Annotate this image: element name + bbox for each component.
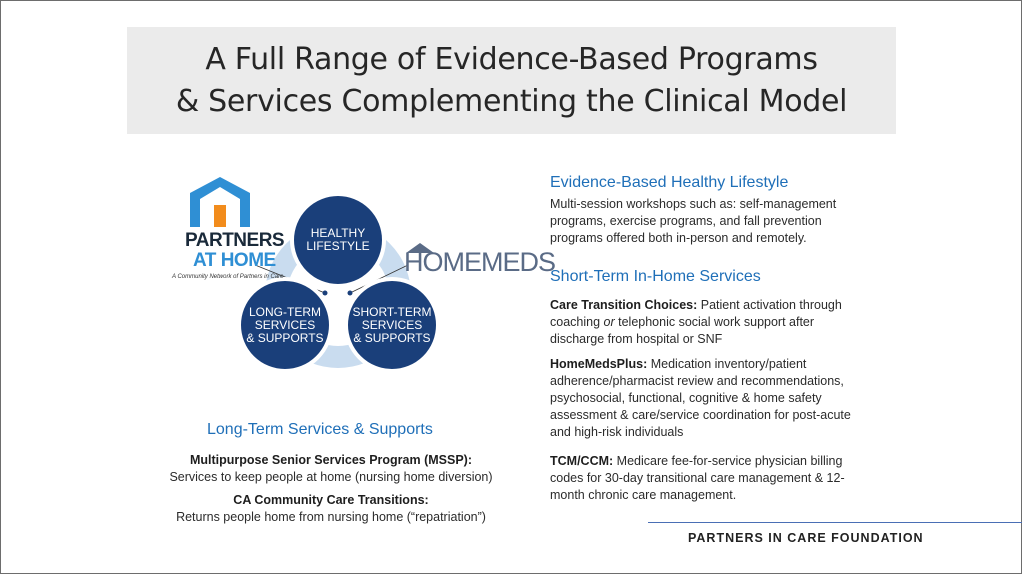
pointer-dot-right <box>348 291 353 296</box>
bubble-long-line2: SERVICES <box>254 318 316 332</box>
left-section-heading: Long-Term Services & Supports <box>207 421 433 438</box>
partners-logo-line1: PARTNERS <box>185 230 285 251</box>
partners-logo-line2: AT HOME <box>193 250 276 271</box>
pointer-dot-left <box>323 291 328 296</box>
cct-desc: Returns people home from nursing home (“repatriation”) <box>176 510 486 524</box>
tcm-ccm <box>550 453 868 504</box>
title-box <box>127 27 896 134</box>
tcm-text: Medicare fee-for-service physician billing codes for 30-day transitional care management & 12-month chronic care management. <box>550 454 845 502</box>
care-transition-choices <box>550 297 865 348</box>
bubble-short-line2: SERVICES <box>361 318 423 332</box>
bubble-long-text <box>245 306 325 345</box>
homemeds-logo: HOMEMEDS <box>404 247 556 277</box>
bubble-healthy-line2: LIFESTYLE <box>306 239 370 253</box>
cct-title: CA Community Care Transitions: <box>233 493 429 507</box>
healthy-lifestyle-text: Multi-session workshops such as: self-management programs, exercise programs, and fall prevention programs offered both in-person and remotely. <box>550 197 837 245</box>
partners-house-icon <box>190 177 250 227</box>
bubble-short-text <box>352 306 432 345</box>
services-diagram <box>160 165 556 385</box>
bubble-short-line3: & SUPPORTS <box>353 331 431 345</box>
bubble-short-line1: SHORT-TERM <box>352 305 432 319</box>
left-section-body <box>140 452 522 526</box>
footer-brand: PARTNERS IN CARE FOUNDATION <box>688 531 924 545</box>
title-line-1: A Full Range of Evidence-Based Programs <box>205 41 818 77</box>
title-line-2: & Services Complementing the Clinical Model <box>175 83 848 119</box>
hmp-label: HomeMedsPlus: <box>550 357 648 371</box>
bubble-long-line3: & SUPPORTS <box>246 331 324 345</box>
short-term-heading: Short-Term In-Home Services <box>550 268 761 285</box>
healthy-lifestyle-heading: Evidence-Based Healthy Lifestyle <box>550 174 789 191</box>
bubble-healthy-line1: HEALTHY <box>310 226 366 240</box>
ctc-text-b: telephonic social work support after discharge from hospital or SNF <box>550 315 815 346</box>
mssp-desc: Services to keep people at home (nursing home diversion) <box>169 470 493 484</box>
mssp-title: Multipurpose Senior Services Program (MSSP): <box>189 453 472 467</box>
tcm-label: TCM/CCM: <box>550 454 614 468</box>
bubble-healthy-text <box>298 227 378 253</box>
ctc-or: or <box>603 315 615 329</box>
hmp-text: Medication inventory/patient adherence/pharmacist review and recommendations, psychosocial, functional, cognitive & home safety assessment & care/service coordination for post-acute and high-risk individuals <box>550 357 851 439</box>
footer-divider <box>648 522 1022 523</box>
homemedsplus <box>550 356 868 441</box>
ctc-text-a: Patient activation through coaching <box>550 298 842 329</box>
partners-logo-tagline: A Community Network of Partners in Care <box>172 274 284 280</box>
ctc-label: Care Transition Choices: <box>550 298 698 312</box>
bubble-long-line1: LONG-TERM <box>249 305 321 319</box>
